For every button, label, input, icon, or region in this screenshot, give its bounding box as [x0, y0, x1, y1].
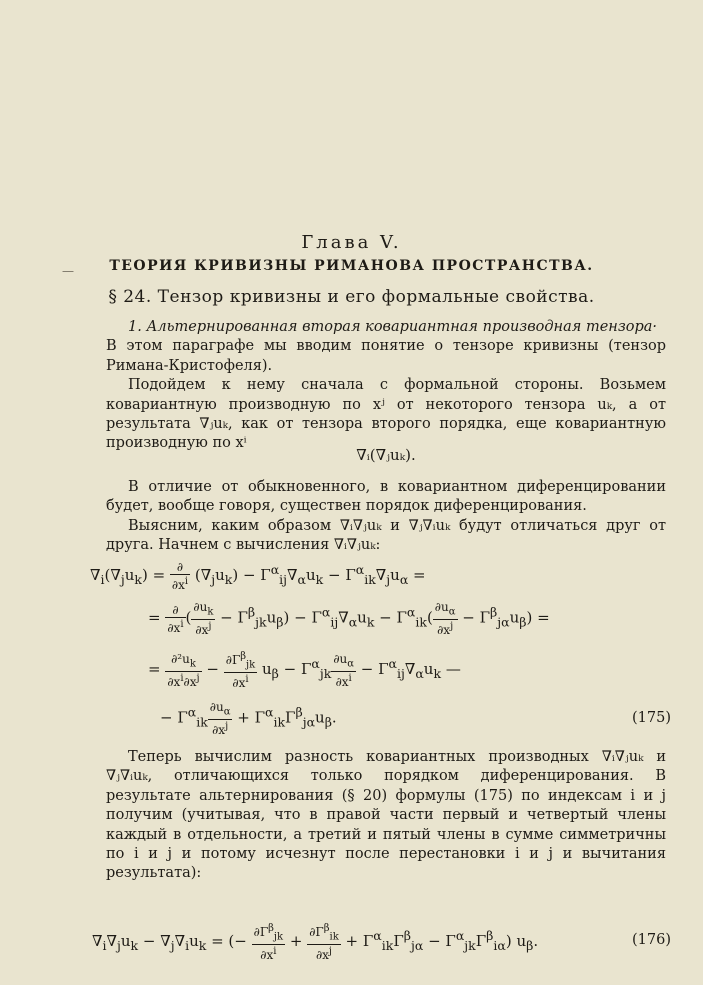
equation-176-number: (176) [632, 932, 671, 948]
paragraph-3: В отличие от обыкновенного, в ковариантном диференцировании будет, вообще говоря, существен порядок диференцирования. [106, 479, 666, 515]
paragraph-1-text: В этом параграфе мы вводим понятие о тензоре кривизны (тензор Римана-Кристофеля). [106, 338, 666, 374]
chapter-heading: Глава V. [301, 232, 402, 253]
section-heading: § 24. Тензор кривизны и его формальные свойства. [108, 287, 595, 307]
text-block-1 [106, 318, 666, 454]
text-block-2 [106, 478, 666, 556]
paragraph-4: Выясним, каким образом ∇ᵢ∇ⱼuₖ и ∇ⱼ∇ᵢuₖ будут отличаться друг от друга. Начнем с вычисления ∇ᵢ∇ⱼuₖ: [106, 517, 666, 554]
paragraph-5: Теперь вычислим разность ковариантных производных ∇ᵢ∇ⱼuₖ и ∇ⱼ∇ᵢuₖ, отличающихся только порядком диференцирования. В результате альтернирования (§ 20) формулы (175) по индексам i и j получим (учитывая, что в правой части первый и четвертый члены каждый в отдельности, а третий и пятый члены в сумме симметричны по i и j и потому исчезнут после перестановки i и j и вычитания результата): [106, 749, 666, 882]
equation-175-line-2: = $\frac{\partial}{\partial x^i}$ ( $\frac{\partial u_k}{\partial x^j}$ − $\Gamma^\beta_{jk}u_\beta) - \Gamma^\alpha_{ij}\nabla_\alpha u_k - \Gamma^\alpha_{ik}$( $\frac{\partial u_\alpha}{\partial x^j}$ − $\Gamma^\beta_{j\alpha}u_\beta$) = [148, 600, 550, 638]
display-equation: ∇ᵢ(∇ⱼuₖ). [356, 446, 416, 464]
margin-mark: — [62, 264, 74, 278]
equation-176: $\nabla_i\nabla_ju_k - \nabla_j\nabla_iu_k$ = (− $\frac{\partial\Gamma^\beta_{jk}}{\partial x^i}$ + $\frac{\partial\Gamma^\beta_{ik}}{\partial x^j}$ + $\Gamma^\alpha_{ik}\Gamma^\beta_{j\alpha} - \Gamma^\alpha_{jk}\Gamma^\beta_{i\alpha}$) $u_\beta$. [92, 923, 539, 963]
equation-175-line-4: − $\Gamma^\alpha_{ik}$ $\frac{\partial u_\alpha}{\partial x^j}$ + $\Gamma^\alpha_{ik}\Gamma^\beta_{j\alpha}u_\beta$. [160, 700, 337, 738]
equation-175-number: (175) [632, 710, 671, 726]
text-block-3 [106, 748, 666, 884]
paragraph-1 [106, 318, 666, 376]
chapter-title: ТЕОРИЯ КРИВИЗНЫ РИМАНОВА ПРОСТРАНСТВА. [109, 258, 594, 274]
subsection-title: 1. Альтернированная вторая ковариантная производная тензора· [128, 319, 658, 335]
paragraph-2: Подойдем к нему сначала с формальной стороны. Возьмем ковариантную производную по xʲ от некоторого тензора uₖ, а от результата ∇ⱼuₖ, как от тензора второго порядка, еще ковариантную производную по xⁱ [106, 377, 666, 452]
equation-175-line-3: = $\frac{\partial^2u_k}{\partial x^i\partial x^j}$ − $\frac{\partial\Gamma^\beta_{jk}}{\partial x^i}$ $u_\beta - \Gamma^\alpha_{jk}$ $\frac{\partial u_\alpha}{\partial x^i}$ − $\Gamma^\alpha_{ij}\nabla_\alpha u_k$ — [148, 651, 461, 691]
equation-175-line-1: $\nabla_i(\nabla_ju_k)$ = $\frac{\partial}{\partial x^i}$ $(\nabla_ju_k) - \Gamma^\alpha_{ij}\nabla_\alpha u_k - \Gamma^\alpha_{ik}\nabla_ju_\alpha$ = [90, 560, 426, 592]
